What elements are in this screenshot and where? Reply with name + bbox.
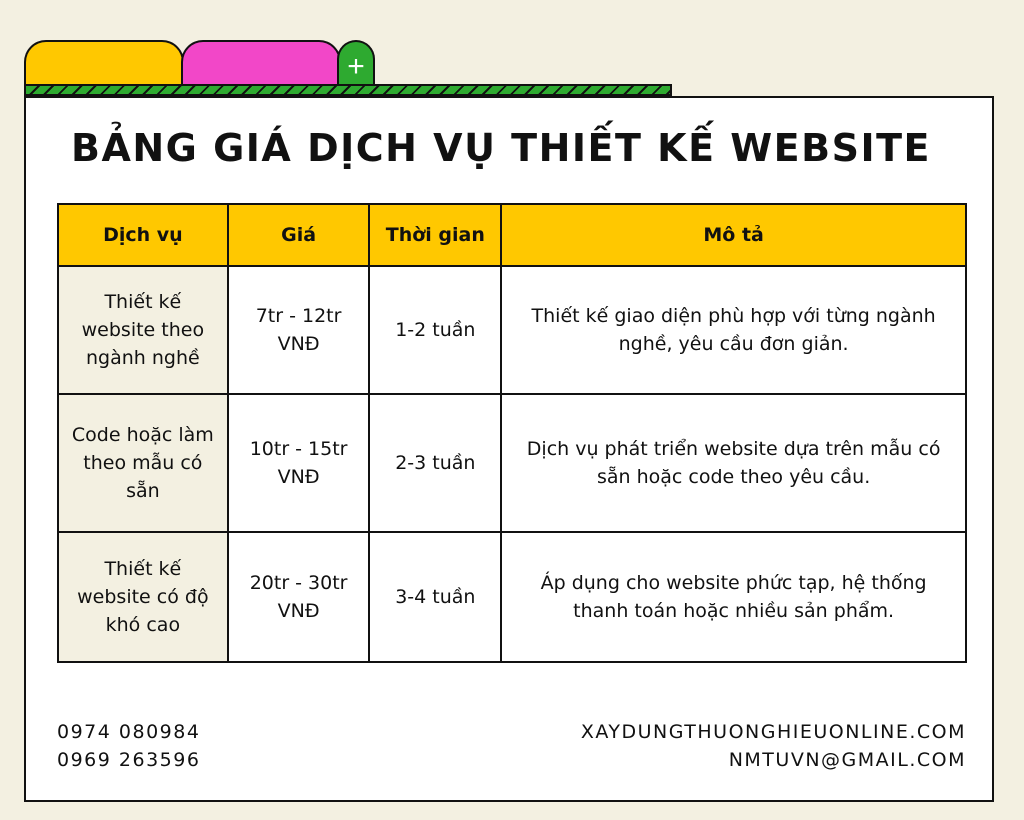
plus-icon: + bbox=[347, 50, 365, 83]
time-cell: 2-3 tuần bbox=[369, 394, 501, 532]
header-time: Thời gian bbox=[369, 204, 501, 266]
service-cell: Thiết kế website có độ khó cao bbox=[58, 532, 228, 662]
description-cell: Áp dụng cho website phức tạp, hệ thống thanh toán hoặc nhiều sản phẩm. bbox=[501, 532, 966, 662]
service-cell: Thiết kế website theo ngành nghề bbox=[58, 266, 228, 394]
header-price: Giá bbox=[228, 204, 370, 266]
striped-divider bbox=[24, 84, 672, 96]
table-row bbox=[58, 532, 966, 662]
table-row bbox=[58, 394, 966, 532]
phone-number[interactable]: 0974 080984 bbox=[57, 721, 201, 743]
time-cell: 3-4 tuần bbox=[369, 532, 501, 662]
contact-links bbox=[581, 718, 966, 774]
add-tab-button[interactable] bbox=[337, 40, 375, 90]
header-description: Mô tả bbox=[501, 204, 966, 266]
tab-yellow[interactable] bbox=[24, 40, 184, 90]
service-cell: Code hoặc làm theo mẫu có sẵn bbox=[58, 394, 228, 532]
price-cell: 20tr - 30tr VNĐ bbox=[228, 532, 370, 662]
phone-list bbox=[57, 718, 200, 774]
table-header-row bbox=[58, 204, 966, 266]
header-service: Dịch vụ bbox=[58, 204, 228, 266]
price-cell: 10tr - 15tr VNĐ bbox=[228, 394, 370, 532]
tab-pink[interactable] bbox=[181, 40, 341, 90]
price-cell: 7tr - 12tr VNĐ bbox=[228, 266, 370, 394]
price-table bbox=[57, 203, 967, 663]
table-row bbox=[58, 266, 966, 394]
description-cell: Dịch vụ phát triển website dựa trên mẫu có sẵn hoặc code theo yêu cầu. bbox=[501, 394, 966, 532]
page-title: BẢNG GIÁ DỊCH VỤ THIẾT KẾ WEBSITE bbox=[71, 126, 931, 170]
website-link[interactable]: XAYDUNGTHUONGHIEUONLINE.COM bbox=[580, 721, 966, 743]
email-link[interactable]: NMTUVN@GMAIL.COM bbox=[728, 749, 966, 771]
description-cell: Thiết kế giao diện phù hợp với từng ngành nghề, yêu cầu đơn giản. bbox=[501, 266, 966, 394]
phone-number[interactable]: 0969 263596 bbox=[57, 749, 201, 771]
time-cell: 1-2 tuần bbox=[369, 266, 501, 394]
